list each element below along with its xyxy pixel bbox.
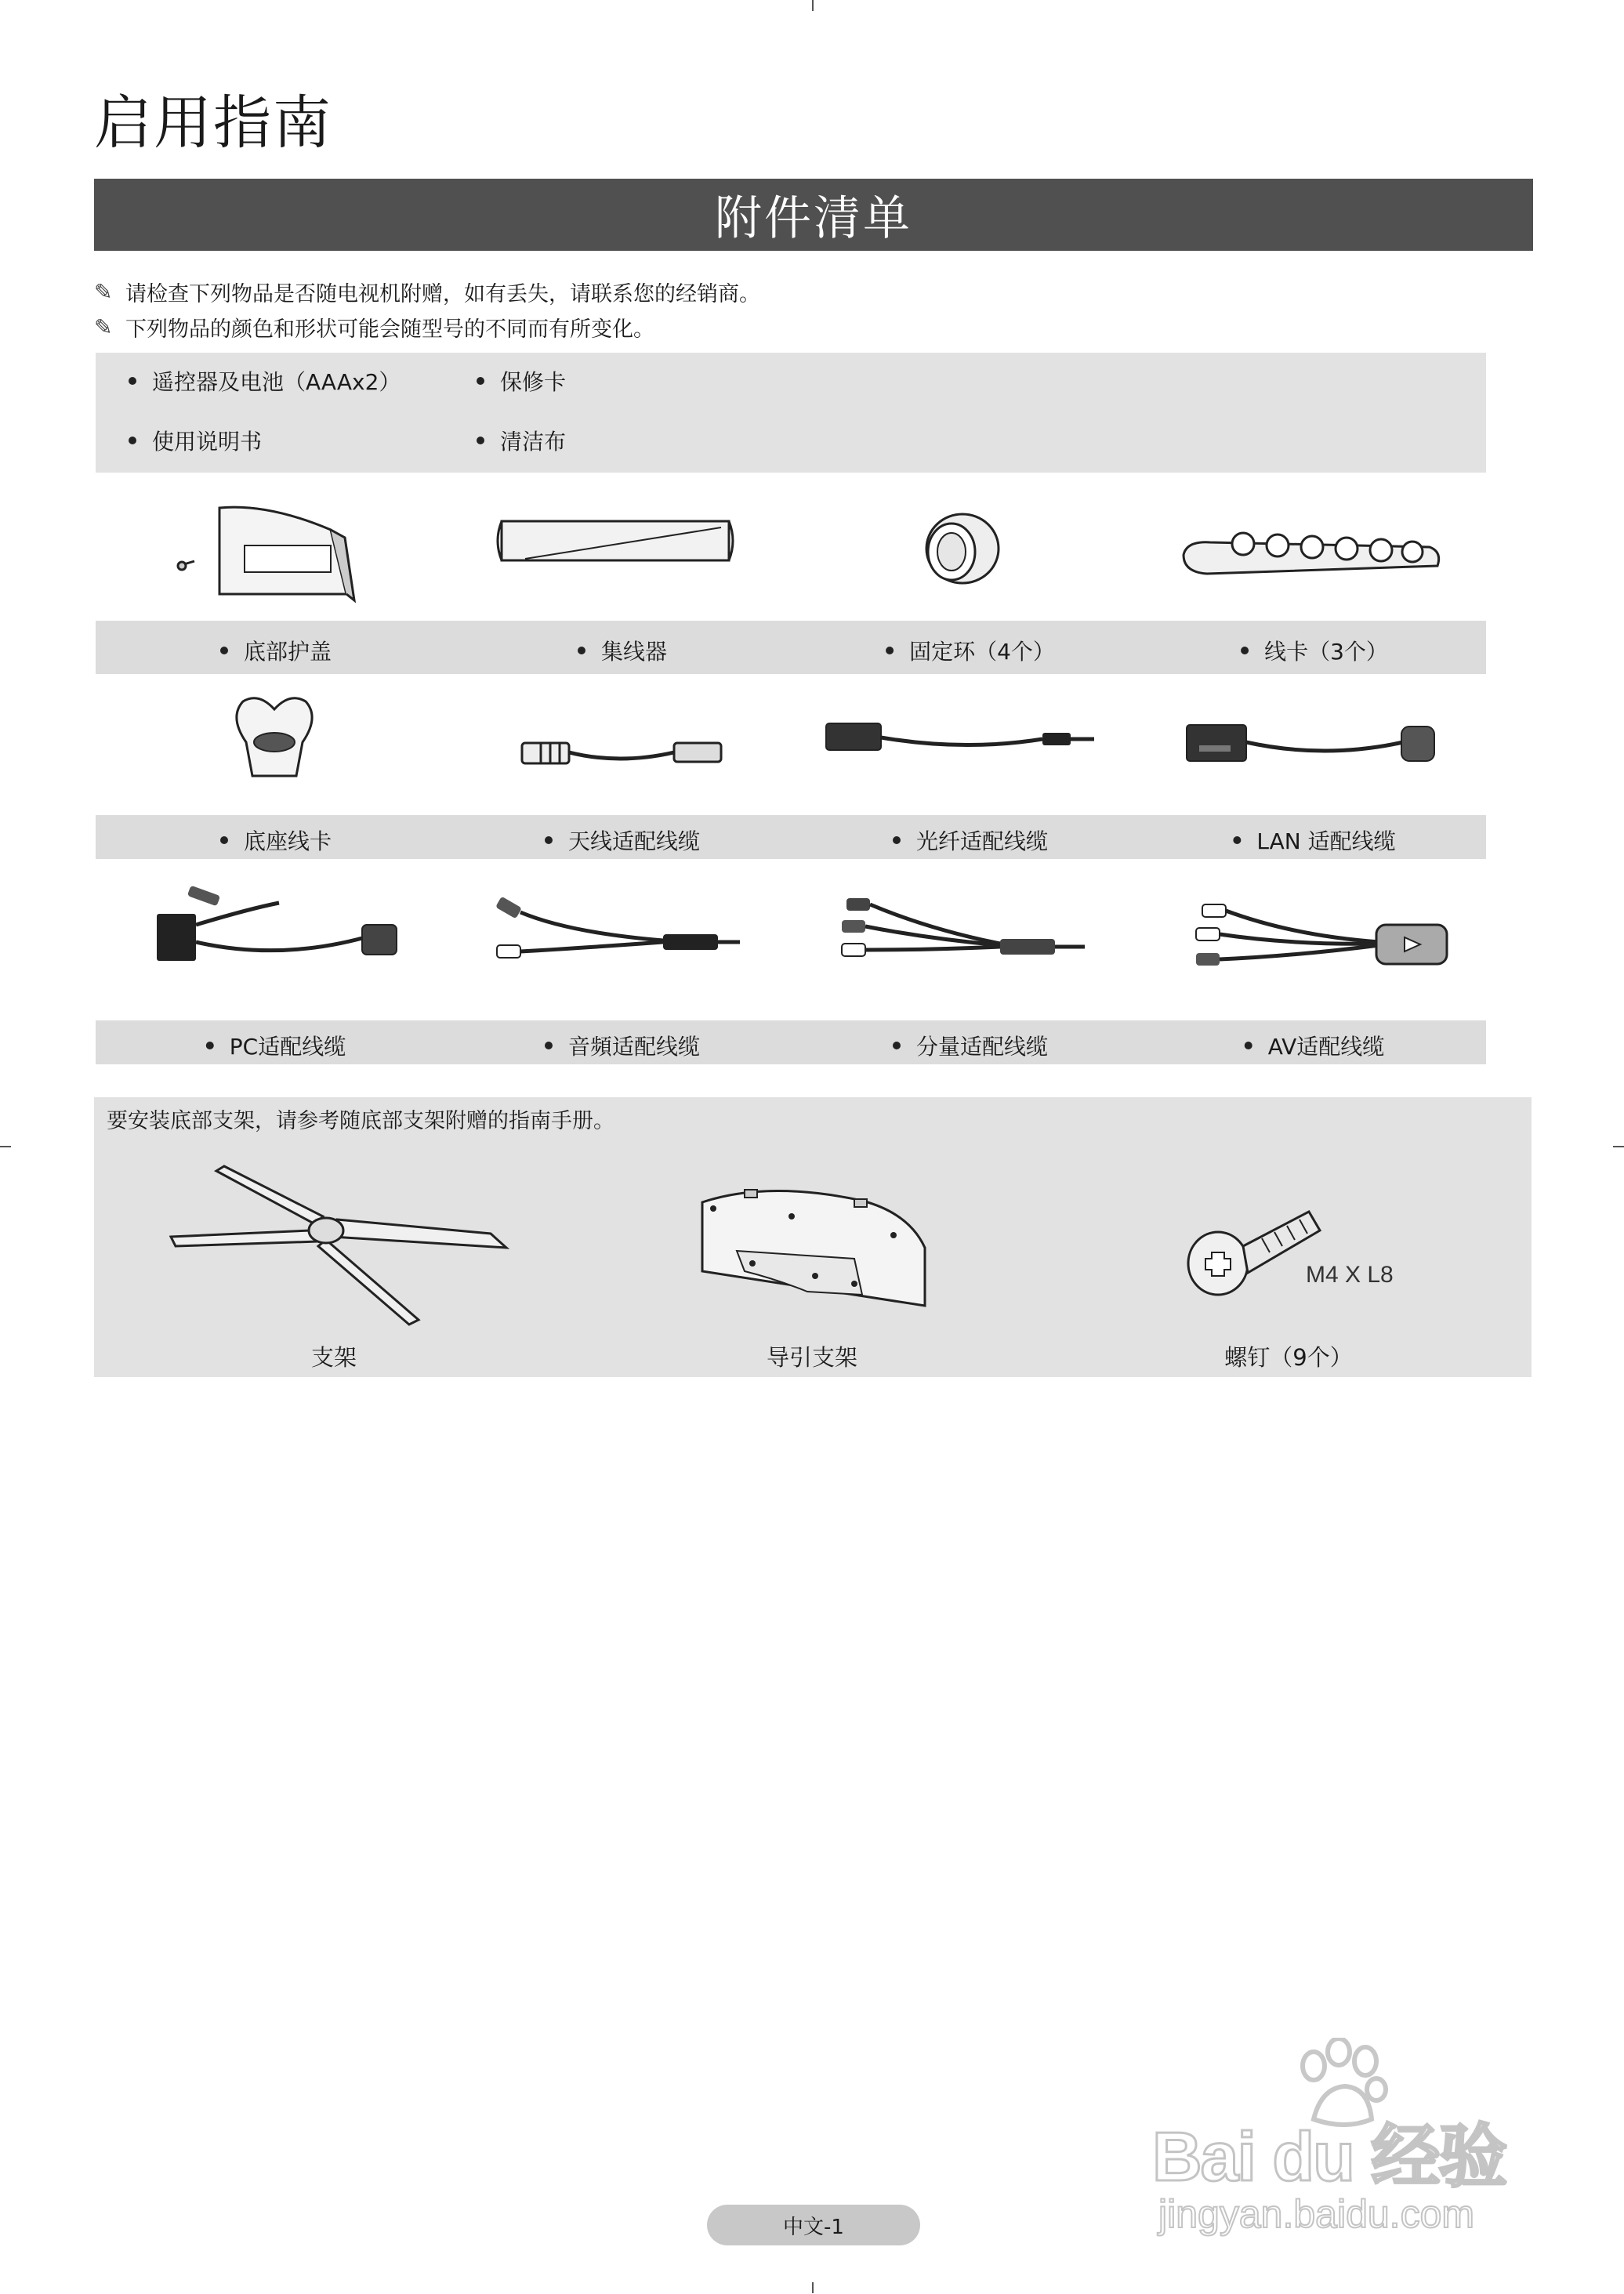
item-caption — [886, 635, 1055, 666]
item-caption — [893, 1030, 1048, 1061]
note-line — [94, 312, 654, 342]
baidu-watermark — [1152, 2038, 1528, 2241]
item-caption — [206, 1030, 346, 1061]
item-caption — [545, 1030, 700, 1061]
list-item — [129, 365, 401, 397]
item-label: 遥控器及电池（AAAx2） — [152, 369, 401, 395]
bullet-icon — [129, 377, 136, 385]
item-label: 清洁布 — [500, 429, 567, 455]
page-title: 启用指南 — [94, 89, 332, 157]
section-header — [94, 179, 1533, 251]
bottom-cover-icon — [174, 502, 362, 603]
item-caption — [220, 824, 332, 856]
stand-label: 导引支架 — [766, 1344, 858, 1371]
bullet-icon — [129, 437, 136, 444]
item-label: 光纤适配线缆 — [915, 828, 1049, 854]
watermark-url: jingyan.baidu.com — [1158, 2192, 1475, 2236]
stand-note: 要安装底部支架，请参考随底部支架附赠的指南手册。 — [107, 1109, 614, 1133]
list-item — [477, 365, 566, 397]
item-label: 底部护盖 — [243, 639, 332, 665]
bullet-icon — [477, 377, 484, 385]
crop-mark — [812, 2282, 814, 2293]
label-band — [96, 621, 1486, 674]
item-label: 固定环（4个） — [909, 639, 1055, 665]
stand-clip-icon — [227, 694, 321, 784]
antenna-cable-icon — [517, 729, 729, 776]
component-cable-icon — [836, 893, 1094, 972]
item-label: 分量适配线缆 — [915, 1034, 1049, 1060]
note-text: 请检查下列物品是否随电视机附赠，如有丢失，请联系您的经销商。 — [125, 282, 760, 306]
stand-icon — [169, 1165, 514, 1329]
item-label: LAN 适配线缆 — [1256, 828, 1396, 854]
stand-label: 支架 — [310, 1344, 357, 1371]
item-caption — [545, 824, 700, 856]
item-caption — [220, 635, 332, 666]
item-label: 集线器 — [600, 639, 668, 665]
item-label: 底座线卡 — [243, 828, 332, 854]
crop-mark — [0, 1146, 11, 1147]
screw-icon — [1184, 1201, 1325, 1303]
note-text: 下列物品的颜色和形状可能会随型号的不同而有所变化。 — [125, 317, 654, 342]
pc-cable-icon — [154, 886, 412, 972]
item-caption — [578, 635, 667, 666]
cable-holder-icon — [494, 513, 737, 568]
item-label: 使用说明书 — [152, 429, 263, 455]
page-number: 中文-1 — [707, 2205, 920, 2245]
section-title: 附件清单 — [715, 191, 912, 246]
item-caption — [1245, 1030, 1385, 1061]
basic-items-box — [96, 353, 1486, 473]
item-label: 保修卡 — [500, 369, 567, 395]
note-line — [94, 277, 760, 307]
lan-cable-icon — [1184, 717, 1442, 780]
guide-stand-icon — [698, 1185, 933, 1310]
optical-cable-icon — [823, 717, 1097, 764]
crop-mark — [812, 0, 814, 11]
label-band — [96, 815, 1486, 859]
item-caption — [1241, 635, 1388, 666]
watermark-brand: Bai du 经验 — [1152, 2118, 1506, 2195]
bullet-icon — [477, 437, 484, 444]
item-caption — [1233, 824, 1395, 856]
screw-spec: M4 X L8 — [1306, 1262, 1394, 1288]
av-cable-icon — [1191, 901, 1458, 980]
item-label: 音頻适配线缆 — [567, 1034, 701, 1060]
holder-ring-icon — [917, 509, 1003, 588]
stand-label: 螺钉（9个） — [1224, 1344, 1353, 1371]
stand-section — [94, 1097, 1532, 1377]
item-label: 线卡（3个） — [1264, 639, 1388, 665]
item-label: PC适配线缆 — [229, 1034, 346, 1060]
pencil-note-icon: ✎ — [94, 314, 113, 340]
item-label: 天线适配线缆 — [567, 828, 701, 854]
crop-mark — [1613, 1146, 1624, 1147]
cable-tie-icon — [1179, 517, 1445, 588]
item-caption — [893, 824, 1048, 856]
audio-cable-icon — [491, 893, 749, 972]
label-band — [96, 1020, 1486, 1064]
list-item — [477, 425, 566, 456]
item-label: AV适配线缆 — [1267, 1034, 1385, 1060]
list-item — [129, 425, 262, 456]
pencil-note-icon: ✎ — [94, 279, 113, 305]
